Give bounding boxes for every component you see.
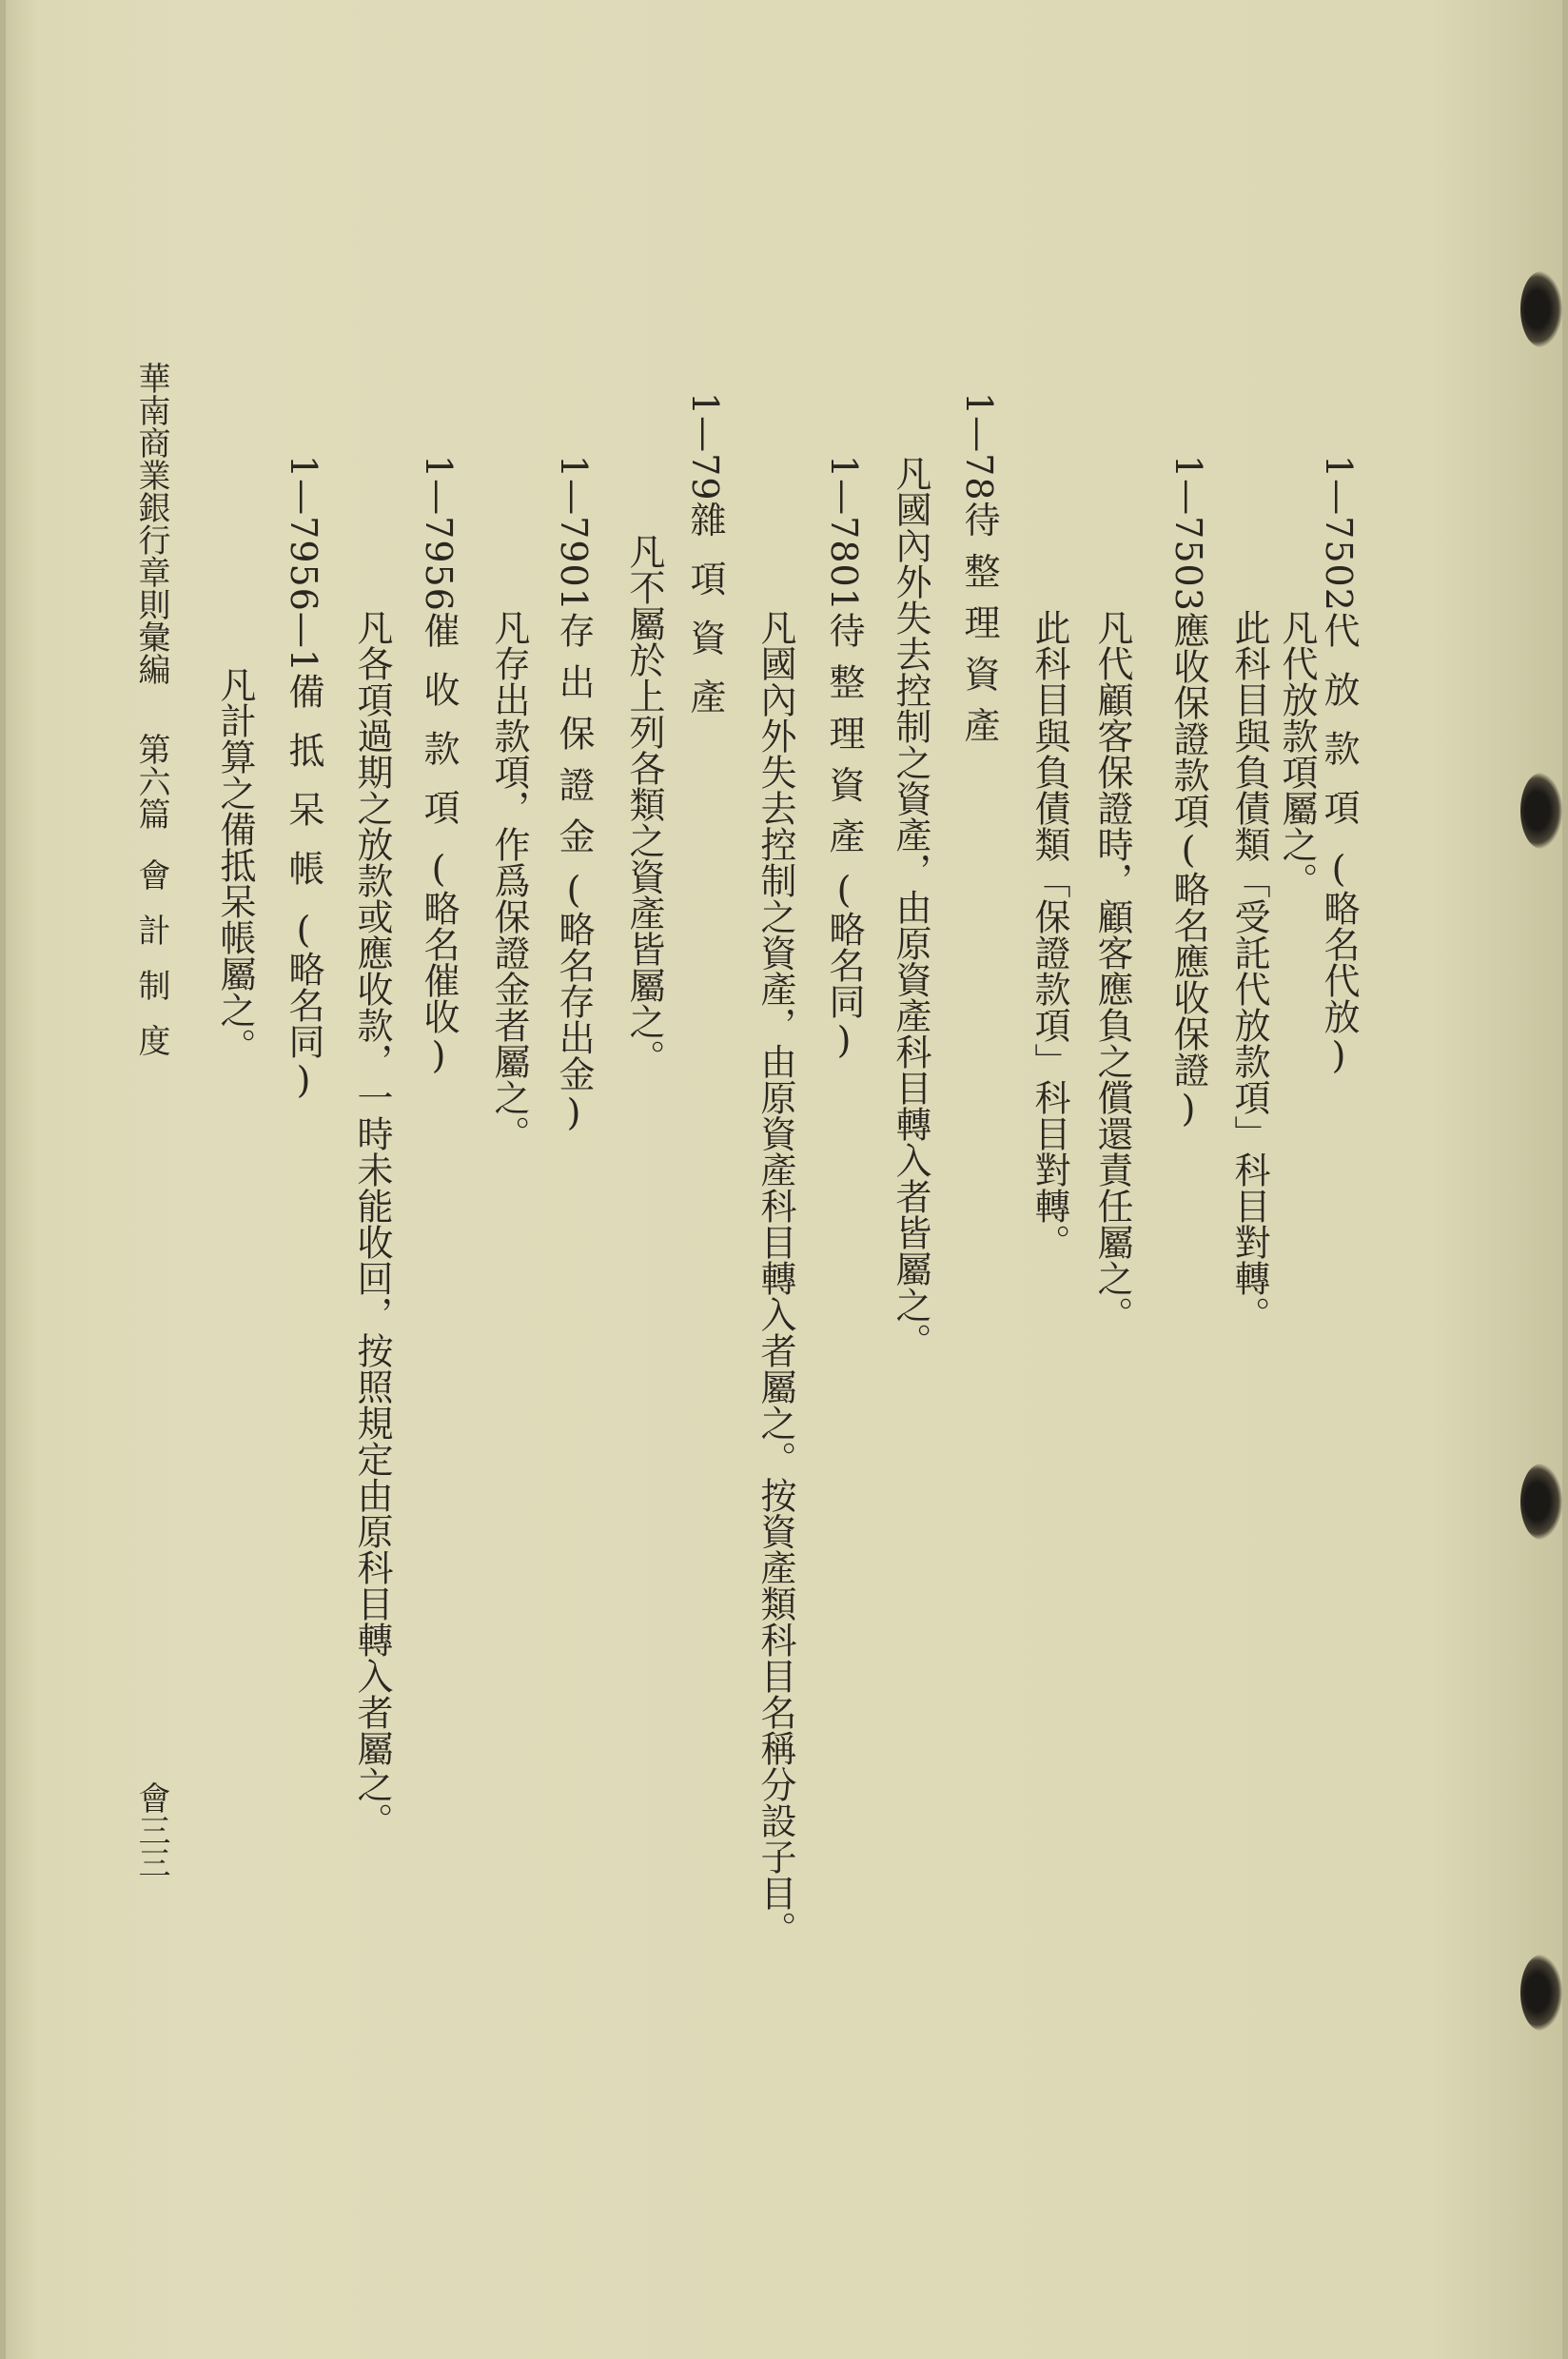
entry-description: 凡不屬於上列各類之資產皆屬之。 [623, 533, 665, 1075]
account-code: 1—7956—1 [283, 455, 324, 674]
account-code: 1—7503 [1167, 455, 1209, 612]
entry-heading [958, 392, 1000, 758]
account-title: 待整理資產 [823, 611, 865, 869]
entry-description: 凡代放款項屬之。 [1276, 609, 1318, 898]
account-code: 1—7956 [418, 455, 460, 612]
binding-hole [1520, 773, 1562, 849]
account-title: 備抵呆帳 [283, 673, 324, 910]
page-edge-left [0, 0, 6, 2359]
account-abbrev: (略名同) [823, 868, 865, 1061]
binding-hole [1520, 271, 1562, 347]
entry-heading [285, 455, 322, 1101]
account-title: 代放款項 [1318, 611, 1360, 848]
account-abbrev: (略名催收) [418, 847, 460, 1076]
account-abbrev: (略名同) [283, 909, 324, 1102]
page-number: 會三三 [132, 1781, 170, 1878]
account-abbrev: (略名存出金) [553, 868, 595, 1133]
account-title: 雜項資產 [684, 501, 726, 737]
entry-description: 凡計算之備抵呆帳屬之。 [214, 666, 256, 1064]
section-label: 第六篇 [132, 733, 170, 830]
account-title: 催收款項 [418, 611, 460, 848]
account-code: 1—7901 [553, 455, 595, 612]
account-abbrev: (略名代放) [1318, 847, 1360, 1076]
account-code: 1—7801 [823, 455, 865, 612]
entry-heading [1167, 455, 1209, 1130]
binding-hole [1520, 1464, 1562, 1540]
binding-hole [1520, 1955, 1562, 2031]
account-code: 1—79 [684, 392, 726, 501]
account-code: 1—7502 [1318, 455, 1360, 612]
entry-description: 凡國內外失去控制之資產，由原資產科目轉入者皆屬之。 [890, 455, 931, 1359]
entry-description: 凡代顧客保證時，顧客應負之償還責任屬之。 [1091, 609, 1133, 1332]
entry-heading [684, 392, 726, 737]
account-code: 1—78 [958, 392, 1000, 501]
entry-description: 凡各項過期之放款或應收款，一時未能收回，按照規定由原科目轉入者屬之。 [351, 609, 393, 1838]
entry-heading [418, 455, 460, 1076]
page-edge-right [1562, 0, 1568, 2359]
account-title: 應收保證款項 [1167, 611, 1209, 829]
account-abbrev: (略名應收保證) [1167, 828, 1209, 1130]
running-footer [132, 362, 170, 1079]
entry-heading [1318, 455, 1360, 1076]
entry-description: 此科目與負債類「受託代放款項」科目對轉。 [1228, 609, 1270, 1332]
entry-description: 此科目與負債類「保證款項」科目對轉。 [1029, 609, 1070, 1260]
account-title: 待整理資產 [958, 501, 1000, 758]
entry-description: 凡存出款項，作爲保證金者屬之。 [488, 609, 530, 1151]
entry-heading [553, 455, 595, 1133]
book-title: 華南商業銀行章則彙編 [132, 362, 170, 685]
entry-heading [823, 455, 865, 1061]
chapter-label: 會計制度 [132, 858, 170, 1079]
entry-description: 凡國內外失去控制之資產，由原資產科目轉入者屬之。按資產類科目名稱分設子目。 [755, 609, 796, 1947]
account-title: 存出保證金 [553, 611, 595, 869]
